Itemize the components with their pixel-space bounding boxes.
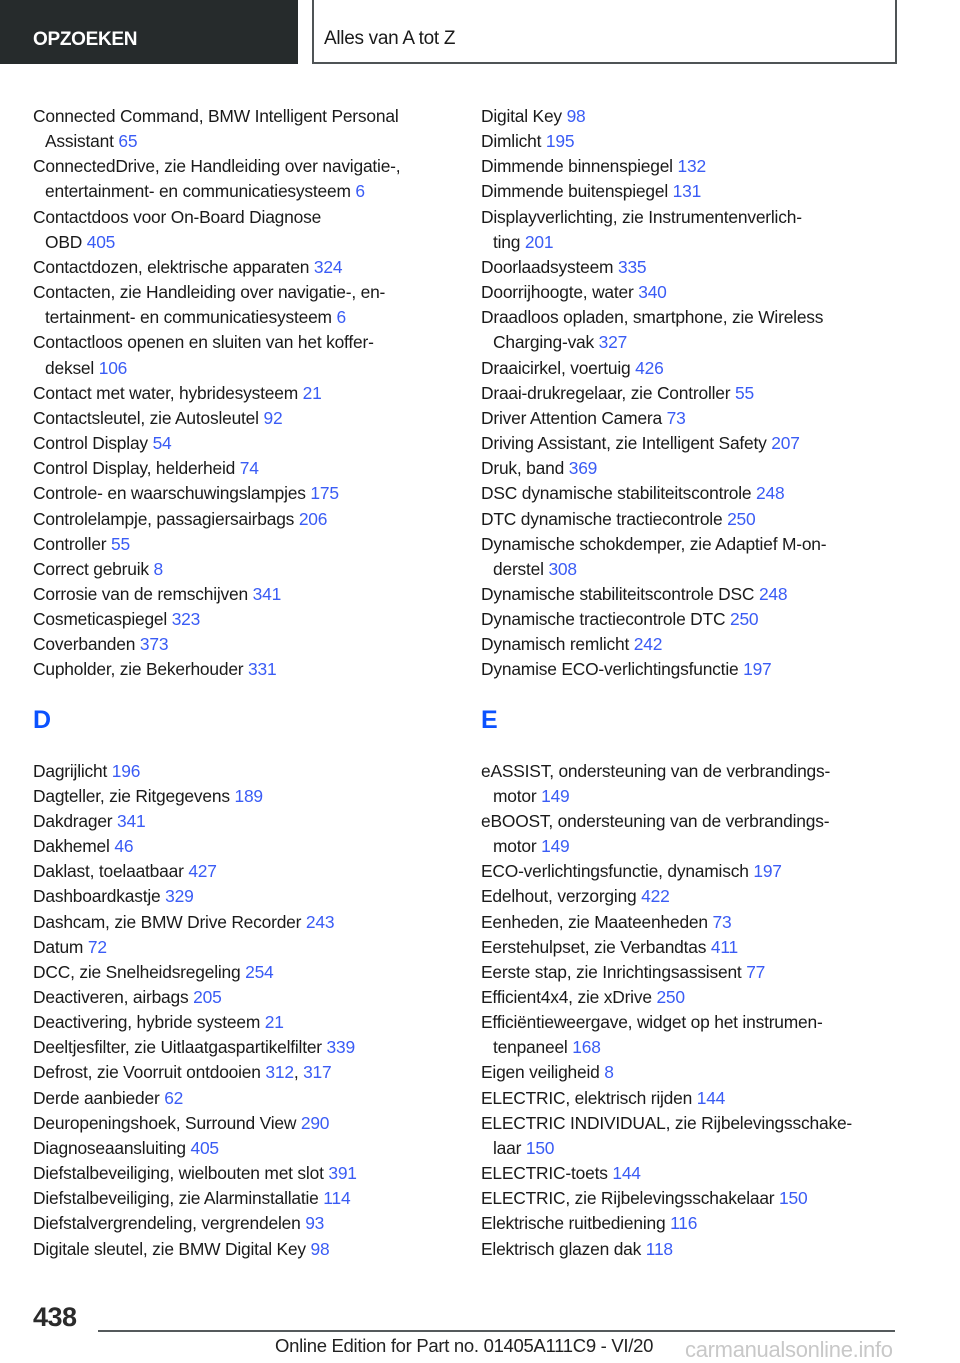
entry-term: ELECTRIC, zie Rijbelevingsschakelaar	[481, 1188, 775, 1209]
page-link[interactable]: 189	[234, 785, 263, 806]
entry-term-continued	[481, 1136, 911, 1161]
index-entry	[33, 834, 463, 859]
page-link[interactable]: 6	[355, 181, 365, 202]
entry-term: Dynamise ECO-verlichtingsfunctie	[481, 659, 739, 680]
index-entry	[33, 784, 463, 809]
entry-term: Displayverlichting, zie Instrumentenverlich-	[481, 206, 802, 227]
index-entry	[33, 205, 463, 255]
entry-term: Dynamische stabiliteitscontrole DSC	[481, 583, 755, 604]
index-entry	[33, 1035, 463, 1060]
entry-term-line2: tenpaneel	[493, 1037, 568, 1058]
page-link[interactable]: 317	[303, 1062, 332, 1083]
page-link[interactable]: 144	[696, 1087, 726, 1108]
index-entry	[33, 481, 463, 506]
page-link[interactable]: 290	[300, 1112, 330, 1133]
entry-term: Dynamische tractiecontrole DTC	[481, 609, 726, 630]
entry-term: Contact met water, hybridesysteem	[33, 382, 299, 403]
entry-term: ELECTRIC-toets	[481, 1163, 608, 1184]
index-entry	[481, 1060, 911, 1085]
page-link[interactable]: 149	[541, 785, 570, 806]
index-entry	[481, 960, 911, 985]
entry-term: Efficient4x4, zie xDrive	[481, 987, 652, 1007]
index-entry	[481, 1111, 911, 1161]
entry-term: Correct gebruik	[33, 558, 149, 579]
entry-term: ELECTRIC, elektrisch rijden	[481, 1087, 693, 1108]
page-link[interactable]: 329	[165, 886, 194, 907]
entry-term: Doorrijhoogte, water	[481, 282, 634, 303]
entry-term: DCC, zie Snelheidsregeling	[33, 961, 241, 982]
page-link[interactable]: 55	[734, 382, 754, 403]
index-entry	[481, 305, 911, 355]
entry-term-line2: OBD	[45, 231, 83, 252]
index-entry	[33, 809, 463, 834]
entry-term: Eigen veiligheid	[481, 1062, 600, 1083]
entry-term: Edelhout, verzorging	[481, 886, 637, 907]
entry-term: Diefstalvergrendeling, vergrendelen	[33, 1213, 301, 1234]
page-link[interactable]: 323	[171, 609, 201, 630]
entry-term: Eenheden, zie Maateenheden	[481, 911, 708, 932]
index-entry	[33, 1086, 463, 1111]
page-link[interactable]: 131	[672, 181, 702, 202]
entry-term: Dashboardkastje	[33, 886, 161, 907]
entry-term: Contacten, zie Handleiding over navigatie-, en-	[33, 282, 386, 303]
entry-term: Contactloos openen en sluiten van het koffer-	[33, 332, 374, 353]
page-link[interactable]: 254	[245, 961, 274, 982]
page-link[interactable]: 144	[612, 1163, 641, 1184]
page-link[interactable]: 369	[568, 458, 598, 479]
entry-term: Diagnoseaansluiting	[33, 1137, 186, 1158]
entry-term: Diefstalbeveiliging, wielbouten met slot	[33, 1163, 324, 1184]
page-link[interactable]: 93	[305, 1213, 325, 1234]
entry-term-continued	[481, 1035, 911, 1060]
index-entry	[33, 330, 463, 380]
entry-term: Deactivering, hybride systeem	[33, 1012, 261, 1033]
entry-term: ConnectedDrive, zie Handleiding over navigatie-,	[33, 156, 401, 177]
page-link[interactable]: 331	[248, 659, 277, 680]
entry-term: Dakhemel	[33, 836, 110, 857]
page-link[interactable]: 168	[572, 1037, 601, 1058]
entry-term-continued	[481, 557, 911, 582]
index-entry	[33, 381, 463, 406]
index-entry	[481, 507, 911, 532]
entry-term: Doorlaadsysteem	[481, 256, 614, 277]
index-entry	[33, 1136, 463, 1161]
entry-term-continued	[33, 305, 463, 330]
entry-term: Datum	[33, 936, 84, 957]
entry-term: Draadloos opladen, smartphone, zie Wireless	[481, 307, 824, 328]
chapter-title: Alles van A tot Z	[324, 28, 456, 49]
index-entry	[33, 1237, 463, 1262]
page-link[interactable]: 340	[638, 282, 667, 303]
entry-term: Cosmeticaspiegel	[33, 609, 168, 630]
entry-term: eASSIST, ondersteuning van de verbrandings-	[481, 760, 831, 781]
index-entry	[481, 1211, 911, 1236]
index-entry	[481, 179, 911, 204]
index-entry	[33, 154, 463, 204]
page-link[interactable]: 250	[727, 508, 756, 529]
page-link[interactable]: 248	[758, 583, 788, 604]
page-link[interactable]: 391	[328, 1163, 357, 1184]
entry-term-line2: Assistant	[45, 131, 114, 152]
entry-term: Eerste stap, zie Inrichtingsassisent	[481, 961, 742, 982]
entry-term-line2: motor	[493, 785, 537, 806]
page-link[interactable]: 250	[656, 987, 685, 1007]
page-link[interactable]: 150	[779, 1188, 808, 1209]
index-entry	[481, 381, 911, 406]
entry-term: Driver Attention Camera	[481, 407, 662, 428]
index-entry	[33, 910, 463, 935]
entry-term: ECO-verlichtingsfunctie, dynamisch	[481, 861, 749, 882]
page-link[interactable]: 205	[193, 987, 222, 1007]
index-entry	[481, 280, 911, 305]
page-link[interactable]: 242	[633, 634, 663, 655]
page-link[interactable]: 118	[645, 1238, 673, 1259]
section-tab	[0, 0, 298, 64]
page-link[interactable]: 21	[302, 382, 322, 403]
index-entry	[481, 1086, 911, 1111]
entry-term: Controlelampje, passagiersairbags	[33, 508, 295, 529]
page-link[interactable]: 422	[641, 886, 670, 907]
entry-term: DTC dynamische tractiecontrole	[481, 508, 723, 529]
page-link[interactable]: 373	[139, 634, 169, 655]
edition-note: Online Edition for Part no. 01405A111C9 - VI/20	[275, 1335, 654, 1356]
watermark: carmanualsonline.info	[685, 1337, 893, 1362]
entry-term-continued	[33, 230, 463, 255]
entry-term: Dynamische schokdemper, zie Adaptief M-on-	[481, 533, 827, 554]
index-entry	[33, 1161, 463, 1186]
index-column-left	[33, 104, 463, 1262]
index-entry	[481, 104, 911, 129]
entry-term: Deeltjesfilter, zie Uitlaatgaspartikelfilter	[33, 1037, 322, 1058]
entry-term-continued	[481, 230, 911, 255]
entry-term: Dimmende binnenspiegel	[481, 156, 673, 177]
page-link[interactable]: 197	[743, 659, 772, 680]
entry-term: Control Display, helderheid	[33, 458, 236, 479]
entry-term: Elektrisch glazen dak	[481, 1238, 642, 1259]
entry-term-continued	[33, 356, 463, 381]
entry-term-line2: motor	[493, 836, 537, 857]
index-entry	[481, 1186, 911, 1211]
entry-term: Driving Assistant, zie Intelligent Safety	[481, 433, 767, 454]
entry-term: Defrost, zie Voorruit ontdooien	[33, 1062, 261, 1083]
entry-term: Dagteller, zie Ritgegevens	[33, 785, 230, 806]
entry-term: Draaicirkel, voertuig	[481, 357, 631, 378]
entry-term: Dimlicht	[481, 131, 542, 152]
page-link[interactable]: 175	[310, 483, 339, 504]
page-link[interactable]: 341	[252, 583, 282, 604]
entry-term-line2: deksel	[45, 357, 95, 378]
page-link[interactable]: 21	[264, 1012, 284, 1033]
entry-term-line2: tertainment- en communicatiesysteem	[45, 307, 332, 328]
page-link[interactable]: 73	[712, 911, 732, 932]
index-entry	[481, 1161, 911, 1186]
page-link[interactable]: 72	[87, 936, 107, 957]
index-entry	[33, 582, 463, 607]
page-link[interactable]: 77	[746, 961, 766, 982]
index-entry	[481, 935, 911, 960]
entry-term: Daklast, toelaatbaar	[33, 861, 184, 882]
page-link[interactable]: 248	[756, 483, 785, 504]
entry-term-line2: Charging-vak	[493, 332, 595, 353]
index-entry	[33, 104, 463, 154]
index-entry	[481, 481, 911, 506]
page-link[interactable]: 324	[313, 256, 343, 277]
index-entry	[33, 280, 463, 330]
entry-term: Elektrische ruitbediening	[481, 1213, 666, 1234]
index-column-right	[481, 104, 911, 1262]
entry-term: Controle- en waarschuwingslampjes	[33, 483, 306, 504]
index-entry	[33, 1211, 463, 1236]
index-entry	[481, 1010, 911, 1060]
page-link[interactable]: 327	[598, 332, 628, 353]
index-entry	[33, 507, 463, 532]
entry-term: Dagrijlicht	[33, 760, 108, 781]
page-link[interactable]: 308	[548, 558, 577, 579]
entry-term-continued	[481, 834, 911, 859]
index-entry	[33, 859, 463, 884]
entry-term: Dakdrager	[33, 810, 113, 831]
index-entry	[481, 456, 911, 481]
entry-term-line2: derstel	[493, 558, 544, 579]
entry-term-continued	[33, 179, 463, 204]
page-link[interactable]: 339	[326, 1037, 355, 1058]
page-link[interactable]: 150	[525, 1137, 555, 1158]
entry-term: Cupholder, zie Bekerhouder	[33, 659, 244, 680]
index-entry	[481, 657, 911, 682]
index-entry	[481, 607, 911, 632]
entry-term: DSC dynamische stabiliteitscontrole	[481, 483, 752, 504]
entry-term: Contactdoos voor On-Board Diagnose	[33, 206, 322, 227]
page-link[interactable]: 427	[188, 861, 217, 882]
entry-term: Contactsleutel, zie Autosleutel	[33, 407, 259, 428]
index-entry	[481, 759, 911, 809]
page-link[interactable]: 411	[710, 936, 739, 957]
entry-term: Draai-drukregelaar, zie Controller	[481, 382, 731, 403]
index-entry	[481, 1237, 911, 1262]
chapter-header	[312, 0, 897, 64]
index-entry	[33, 431, 463, 456]
letter-heading: E	[481, 705, 498, 734]
section-title: OPZOEKEN	[33, 29, 138, 50]
index-entry	[481, 985, 911, 1010]
page-link[interactable]: 312	[265, 1062, 294, 1083]
index-entry	[33, 884, 463, 909]
entry-term: Diefstalbeveiliging, zie Alarminstallatie	[33, 1188, 319, 1209]
index-entry	[481, 431, 911, 456]
page-link[interactable]: 55	[111, 533, 130, 554]
index-entry	[481, 356, 911, 381]
page-link[interactable]: 98	[566, 106, 586, 126]
page-link[interactable]: 116	[670, 1213, 698, 1234]
index-entry	[33, 935, 463, 960]
page-link[interactable]: 149	[541, 836, 570, 857]
index-entry	[33, 607, 463, 632]
page-link[interactable]: 405	[190, 1137, 219, 1158]
page-link[interactable]: 206	[298, 508, 328, 529]
index-entry	[33, 1010, 463, 1035]
entry-term-line2: ting	[493, 231, 521, 252]
page-link[interactable]: 250	[729, 609, 759, 630]
page-link[interactable]: 335	[617, 256, 647, 277]
entry-term: Contactdozen, elektrische apparaten	[33, 256, 310, 277]
index-entry	[33, 557, 463, 582]
entry-term: Connected Command, BMW Intelligent Personal	[33, 106, 399, 126]
index-entry: Defrost, zie Voorruit ontdooien 312, 317	[33, 1062, 332, 1083]
index-entry	[481, 205, 911, 255]
index-entry	[481, 884, 911, 909]
entry-term-line2: laar	[493, 1137, 522, 1158]
page-link[interactable]: 426	[635, 357, 664, 378]
entry-term-line2: entertainment- en communicatiesysteem	[45, 181, 351, 202]
entry-term: Corrosie van de remschijven	[33, 583, 248, 604]
entry-term: Efficiëntieweergave, widget op het instrumen-	[481, 1012, 823, 1033]
index-entry	[33, 985, 463, 1010]
page-link[interactable]: 65	[118, 131, 138, 152]
entry-term-continued	[481, 330, 911, 355]
page-link[interactable]: 106	[98, 357, 128, 378]
entry-term: Druk, band	[481, 458, 565, 479]
page-link[interactable]: 62	[164, 1087, 184, 1108]
page-link[interactable]: 6	[336, 307, 346, 328]
index-entry	[481, 582, 911, 607]
entry-term: Coverbanden	[33, 634, 136, 655]
entry-term: eBOOST, ondersteuning van de verbrandings-	[481, 810, 830, 831]
page-link[interactable]: 74	[239, 458, 259, 479]
entry-term: Digital Key	[481, 106, 562, 126]
page-link[interactable]: 8	[153, 558, 164, 579]
index-entry	[481, 406, 911, 431]
page-link[interactable]: 73	[666, 407, 686, 428]
page-link[interactable]: 207	[771, 433, 800, 454]
page-link[interactable]: 197	[753, 861, 782, 882]
page-link[interactable]: 132	[677, 156, 706, 177]
index-entry	[33, 406, 463, 431]
index-entry	[33, 255, 463, 280]
index-entry	[481, 859, 911, 884]
footer-divider	[98, 1330, 895, 1332]
entry-term: Control Display	[33, 433, 148, 454]
entry-term: Controller	[33, 533, 107, 554]
entry-term: Deactiveren, airbags	[33, 987, 189, 1007]
index-entry	[33, 1111, 463, 1136]
entry-term: Dimmende buitenspiegel	[481, 181, 669, 202]
page-link[interactable]: 98	[310, 1238, 330, 1259]
page-link[interactable]: 243	[305, 911, 335, 932]
entry-term: Deuropeningshoek, Surround View	[33, 1112, 297, 1133]
entry-term: ELECTRIC INDIVIDUAL, zie Rijbelevingsschake-	[481, 1112, 853, 1133]
page-link[interactable]: 201	[524, 231, 554, 252]
page-link[interactable]: 195	[545, 131, 575, 152]
index-entry	[481, 129, 911, 154]
index-entry	[481, 532, 911, 582]
index-entry	[33, 759, 463, 784]
entry-term-continued	[481, 784, 911, 809]
page-link[interactable]: 405	[86, 231, 116, 252]
index-entry	[481, 632, 911, 657]
page-link[interactable]: 114	[323, 1188, 351, 1209]
entry-term: Digitale sleutel, zie BMW Digital Key	[33, 1238, 306, 1259]
index-entry	[33, 657, 463, 682]
index-entry	[481, 809, 911, 859]
index-entry	[33, 632, 463, 657]
page-link[interactable]: 46	[114, 836, 134, 857]
index-entry	[481, 910, 911, 935]
entry-term-continued	[33, 129, 463, 154]
index-entry	[481, 154, 911, 179]
page-number: 438	[33, 1302, 77, 1332]
index-entry	[33, 532, 463, 557]
entry-term: Dynamisch remlicht	[481, 634, 630, 655]
page-link[interactable]: 8	[604, 1062, 614, 1083]
page-link[interactable]: 54	[152, 433, 172, 454]
page-link[interactable]: 92	[263, 407, 283, 428]
index-entry	[33, 960, 463, 985]
entry-term: Dashcam, zie BMW Drive Recorder	[33, 911, 302, 932]
entry-term: Derde aanbieder	[33, 1087, 160, 1108]
index-entry	[33, 456, 463, 481]
page-link[interactable]: 196	[111, 760, 141, 781]
entry-term: Eerstehulpset, zie Verbandtas	[481, 936, 707, 957]
index-entry	[481, 255, 911, 280]
index-entry	[33, 1186, 463, 1211]
page-link[interactable]: 341	[117, 810, 146, 831]
letter-heading: D	[33, 705, 52, 734]
